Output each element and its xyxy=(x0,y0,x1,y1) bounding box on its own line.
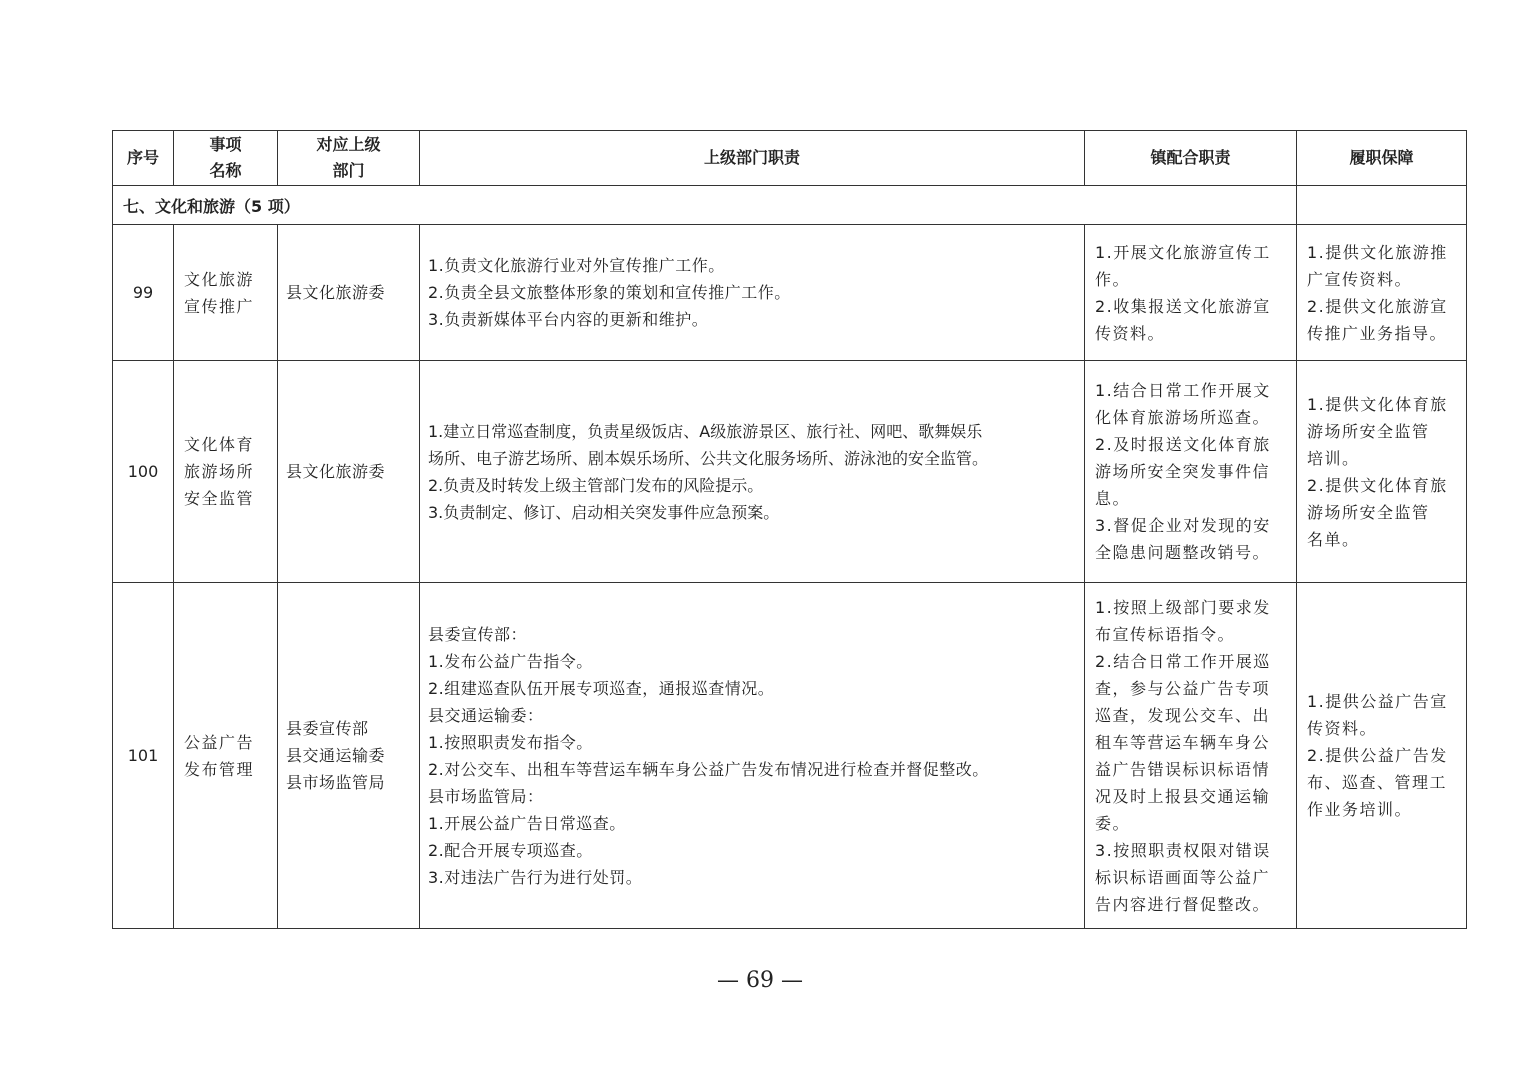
text-line: 文化体育 xyxy=(184,435,255,454)
text-line: 1.提供文化体育旅 xyxy=(1307,394,1448,414)
table-row xyxy=(113,361,1467,583)
text-line: 2.对公交车、出租车等营运车辆车身公益广告发布情况进行检查并督促整改。 xyxy=(428,759,989,779)
text-line: 3.对违法广告行为进行处罚。 xyxy=(428,867,643,887)
text-line: 传资料。 xyxy=(1095,323,1166,343)
text-line: 县文化旅游委 xyxy=(286,462,386,481)
text-line: 3.负责新媒体平台内容的更新和维护。 xyxy=(428,310,709,329)
row-seq: 101 xyxy=(113,583,174,929)
row-guarantee xyxy=(1297,361,1467,583)
text-line: 2.收集报送文化旅游宣 xyxy=(1095,296,1271,316)
text-line: 1.按照上级部门要求发 xyxy=(1095,597,1271,617)
row-dept xyxy=(278,225,420,361)
text-line: 1.提供文化旅游推 xyxy=(1307,242,1448,262)
text-line: 县市场监管局： xyxy=(428,786,544,806)
text-line: 旅游场所 xyxy=(184,462,255,481)
text-line: 文化旅游 xyxy=(184,269,255,289)
text-line: 2.组建巡查队伍开展专项巡查，通报巡查情况。 xyxy=(428,678,775,698)
text-line: 1.提供公益广告宣 xyxy=(1307,692,1448,711)
text-line: 1.发布公益广告指令。 xyxy=(428,651,593,671)
text-line: 2.提供文化旅游宣 xyxy=(1307,296,1448,316)
text-line: 查，参与公益广告专项 xyxy=(1095,678,1271,698)
header-seq: 序号 xyxy=(113,131,174,186)
row-town xyxy=(1085,583,1297,929)
text-line: 游场所安全监管 xyxy=(1307,421,1430,441)
text-line: 公益广告 xyxy=(184,732,255,752)
row-town xyxy=(1085,361,1297,583)
text-line: 租车等营运车辆车身公 xyxy=(1095,732,1271,752)
header-duty: 上级部门职责 xyxy=(420,131,1085,186)
text-line: 2.负责全县文旅整体形象的策划和宣传推广工作。 xyxy=(428,283,791,302)
text-line: 布、巡查、管理工 xyxy=(1307,773,1448,792)
text-line: 县委宣传部 xyxy=(286,719,369,738)
row-seq: 100 xyxy=(113,361,174,583)
row-duty xyxy=(420,583,1085,929)
text-line: 3.督促企业对发现的安 xyxy=(1095,516,1271,535)
section-title: 七、文化和旅游（5 项） xyxy=(113,186,1297,225)
row-item-name xyxy=(174,225,278,361)
header-item-name: 事项 名称 xyxy=(174,131,278,186)
text-line: 作。 xyxy=(1095,269,1131,289)
text-line: 2.结合日常工作开展巡 xyxy=(1095,651,1271,671)
text-line: 培训。 xyxy=(1307,448,1360,468)
page-number: — 69 — xyxy=(717,968,803,993)
text-line: 委。 xyxy=(1095,813,1131,833)
text-line: 全隐患问题整改销号。 xyxy=(1095,543,1271,562)
text-line: 广宣传资料。 xyxy=(1307,269,1413,289)
text-line: 作业务培训。 xyxy=(1307,800,1413,819)
table-row xyxy=(113,225,1467,361)
text-line: 2.配合开展专项巡查。 xyxy=(428,840,593,860)
row-seq: 99 xyxy=(113,225,174,361)
text-line: 游场所安全监管 xyxy=(1307,502,1430,522)
text-line: 1.建立日常巡查制度，负责星级饭店、A级旅游景区、旅行社、网吧、歌舞娱乐 xyxy=(428,421,983,441)
text-line: 巡查，发现公交车、出 xyxy=(1095,705,1271,725)
text-line: 1.开展公益广告日常巡查。 xyxy=(428,813,626,833)
text-line: 县交通运输委 xyxy=(286,746,386,765)
text-line: 况及时上报县交通运输 xyxy=(1095,786,1271,806)
text-line: 安全监管 xyxy=(184,489,255,508)
text-line: 3.负责制定、修订、启动相关突发事件应急预案。 xyxy=(428,502,780,522)
text-line: 县委宣传部： xyxy=(428,624,528,644)
row-guarantee xyxy=(1297,583,1467,929)
text-line: 传推广业务指导。 xyxy=(1307,323,1448,343)
table-row xyxy=(113,583,1467,929)
text-line: 传资料。 xyxy=(1307,719,1378,738)
header-dept: 对应上级 部门 xyxy=(278,131,420,186)
text-line: 2.提供公益广告发 xyxy=(1307,746,1448,765)
text-line: 1.结合日常工作开展文 xyxy=(1095,381,1271,400)
text-line: 布宣传标语指令。 xyxy=(1095,624,1236,644)
row-dept xyxy=(278,361,420,583)
section-empty-cell xyxy=(1297,186,1467,225)
text-line: 发布管理 xyxy=(184,759,255,779)
duty-table xyxy=(112,130,1467,929)
text-line: 化体育旅游场所巡查。 xyxy=(1095,408,1271,427)
text-line: 标识标语画面等公益广 xyxy=(1095,867,1271,887)
text-line: 告内容进行督促整改。 xyxy=(1095,894,1271,914)
text-line: 1.按照职责发布指令。 xyxy=(428,732,593,752)
text-line: 益广告错误标识标语情 xyxy=(1095,759,1271,779)
text-line: 名单。 xyxy=(1307,529,1360,549)
header-row xyxy=(113,131,1467,186)
text-line: 县交通运输委： xyxy=(428,705,544,725)
row-guarantee xyxy=(1297,225,1467,361)
header-town: 镇配合职责 xyxy=(1085,131,1297,186)
text-line: 2.负责及时转发上级主管部门发布的风险提示。 xyxy=(428,475,764,495)
text-line: 3.按照职责权限对错误 xyxy=(1095,840,1271,860)
text-line: 宣传推广 xyxy=(184,296,255,316)
row-dept xyxy=(278,583,420,929)
text-line: 1.开展文化旅游宣传工 xyxy=(1095,242,1271,262)
text-line: 1.负责文化旅游行业对外宣传推广工作。 xyxy=(428,256,725,275)
text-line: 游场所安全突发事件信 xyxy=(1095,462,1271,481)
row-town xyxy=(1085,225,1297,361)
text-line: 息。 xyxy=(1095,489,1131,508)
section-row xyxy=(113,186,1467,225)
row-duty xyxy=(420,361,1085,583)
header-guarantee: 履职保障 xyxy=(1297,131,1467,186)
text-line: 县市场监管局 xyxy=(286,773,386,792)
row-duty xyxy=(420,225,1085,361)
row-item-name xyxy=(174,361,278,583)
text-line: 场所、电子游艺场所、剧本娱乐场所、公共文化服务场所、游泳池的安全监管。 xyxy=(428,448,989,468)
row-item-name xyxy=(174,583,278,929)
text-line: 2.提供文化体育旅 xyxy=(1307,475,1448,495)
text-line: 2.及时报送文化体育旅 xyxy=(1095,435,1271,454)
text-line: 县文化旅游委 xyxy=(286,283,386,302)
